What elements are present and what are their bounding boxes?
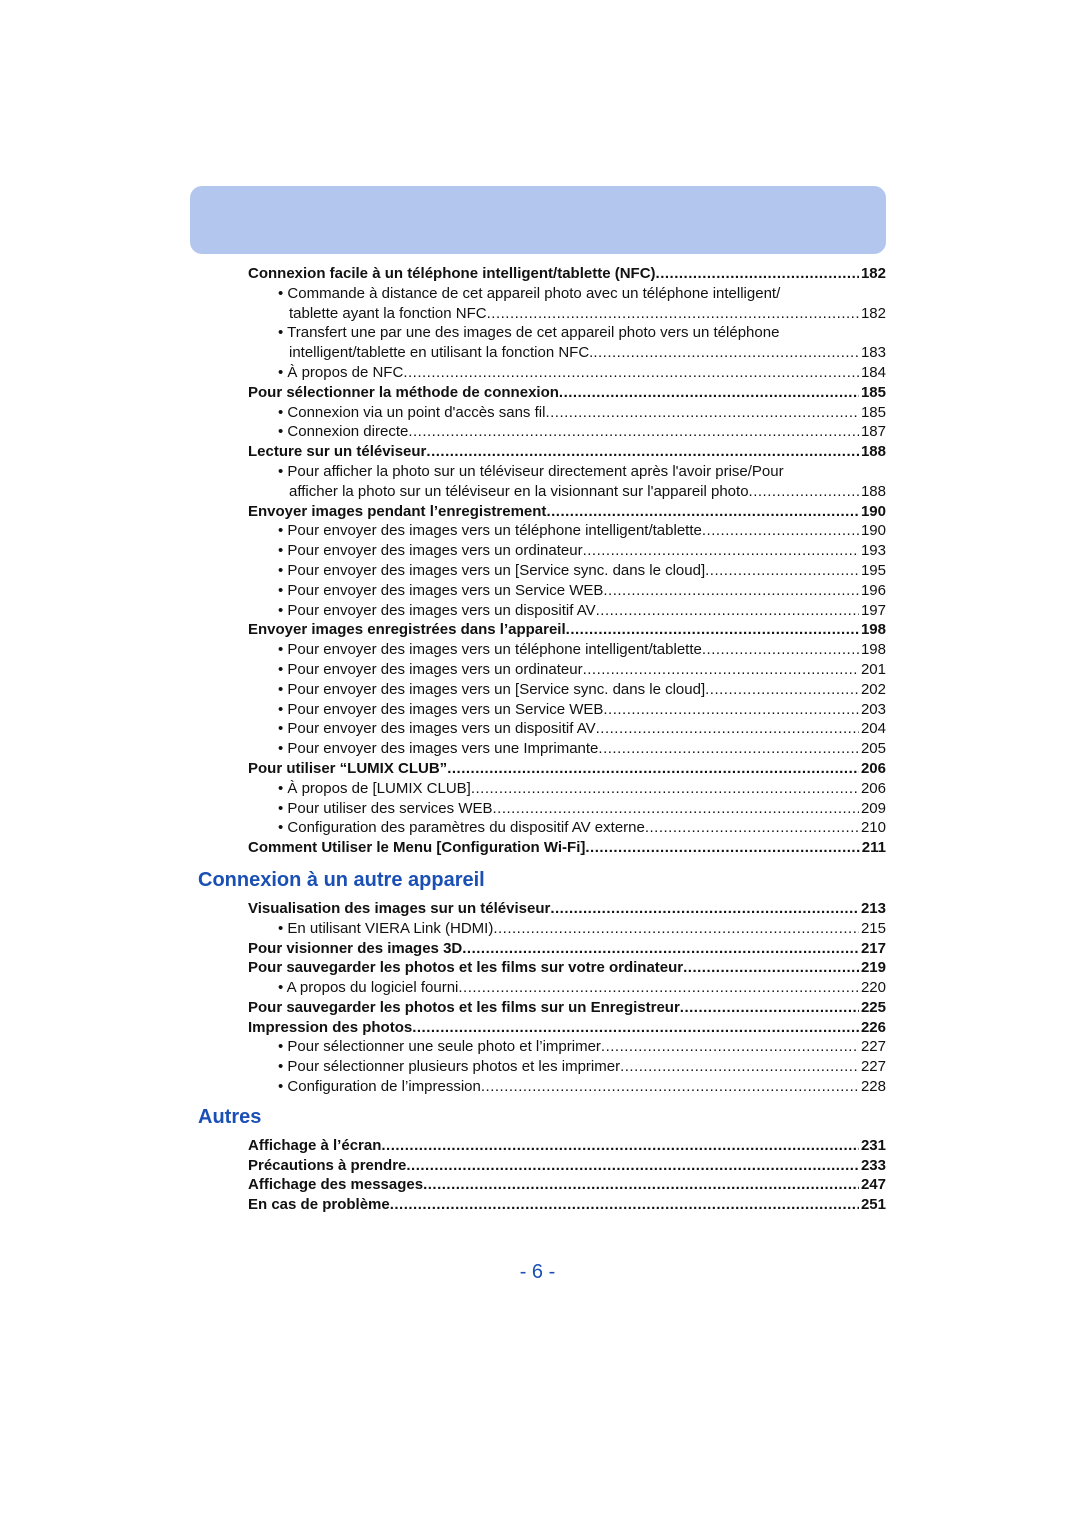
toc-block-wifi bbox=[0, 264, 1075, 858]
toc-entry-line bbox=[278, 739, 886, 759]
toc-page-number: 227 bbox=[860, 1058, 886, 1076]
toc-entry-title: • Pour envoyer des images vers un [Service sync. dans le cloud] bbox=[278, 680, 706, 698]
toc-page-number: 188 bbox=[860, 443, 886, 461]
toc-entry-title: • Pour envoyer des images vers un téléphone intelligent/tablette bbox=[278, 641, 702, 659]
toc-subentry[interactable] bbox=[0, 978, 1075, 998]
toc-entry[interactable] bbox=[0, 442, 1075, 462]
toc-entry-line bbox=[248, 958, 886, 978]
dot-leader bbox=[412, 1018, 859, 1038]
toc-entry[interactable] bbox=[0, 1175, 1075, 1195]
toc-page-number: 187 bbox=[860, 423, 886, 441]
toc-subentry[interactable] bbox=[0, 1037, 1075, 1057]
toc-page-number: 210 bbox=[860, 819, 886, 837]
toc-entry-title: • À propos de [LUMIX CLUB] bbox=[278, 779, 471, 797]
toc-entry-title: • Pour afficher la photo sur un téléviseur directement après l'avoir prise/Pour bbox=[278, 462, 784, 480]
dot-leader bbox=[603, 581, 859, 601]
toc-page-number: 211 bbox=[861, 839, 886, 857]
toc-entry-title: • Pour envoyer des images vers un ordinateur bbox=[278, 660, 583, 678]
toc-entry-line bbox=[278, 680, 886, 700]
toc-entry-line bbox=[289, 343, 886, 363]
toc-subentry[interactable] bbox=[0, 719, 1075, 739]
toc-page-number: 217 bbox=[860, 939, 886, 957]
toc-subentry[interactable] bbox=[0, 919, 1075, 939]
toc-entry-line bbox=[248, 998, 886, 1018]
toc-entry-line bbox=[289, 482, 886, 502]
dot-leader bbox=[458, 978, 859, 998]
dot-leader bbox=[390, 1195, 859, 1215]
toc-entry-line bbox=[248, 442, 886, 462]
toc-entry-line bbox=[278, 422, 886, 442]
toc-page-number: 182 bbox=[860, 265, 886, 282]
dot-leader bbox=[462, 939, 859, 959]
dot-leader bbox=[585, 838, 859, 858]
toc-page-number: 198 bbox=[860, 621, 886, 639]
toc-subentry[interactable] bbox=[0, 482, 1075, 502]
toc-page-number: 227 bbox=[860, 1038, 886, 1056]
toc-entry[interactable] bbox=[0, 502, 1075, 522]
dot-leader bbox=[601, 1037, 859, 1057]
toc-entry-title: tablette ayant la fonction NFC bbox=[289, 304, 487, 322]
toc-page-number: 206 bbox=[860, 779, 886, 797]
toc-entry-line bbox=[248, 502, 886, 522]
toc-entry-line bbox=[278, 403, 886, 423]
toc-subentry[interactable] bbox=[0, 422, 1075, 442]
toc-entry-line bbox=[248, 1018, 886, 1038]
toc-page-number: 196 bbox=[860, 581, 886, 599]
dot-leader bbox=[598, 739, 859, 759]
toc-subentry[interactable] bbox=[0, 700, 1075, 720]
toc-page-number: 190 bbox=[860, 522, 886, 540]
toc-entry[interactable] bbox=[0, 939, 1075, 959]
toc-subentry[interactable] bbox=[0, 323, 1075, 343]
toc-entry[interactable] bbox=[0, 1018, 1075, 1038]
toc-subentry[interactable] bbox=[0, 799, 1075, 819]
toc-subentry[interactable] bbox=[0, 541, 1075, 561]
toc-entry-line bbox=[278, 1037, 886, 1057]
toc-entry-title: Envoyer images pendant l’enregistrement bbox=[248, 502, 547, 520]
toc-page-number: 213 bbox=[860, 899, 886, 917]
dot-leader bbox=[493, 919, 859, 939]
toc-entry-title: • En utilisant VIERA Link (HDMI) bbox=[278, 919, 494, 937]
toc-page-number: 203 bbox=[860, 700, 886, 718]
dot-leader bbox=[596, 601, 859, 621]
toc-subentry[interactable] bbox=[0, 680, 1075, 700]
toc-page-number: 204 bbox=[860, 720, 886, 738]
toc-page-number: 188 bbox=[860, 482, 886, 500]
dot-leader bbox=[545, 403, 859, 423]
toc-entry-title: Comment Utiliser le Menu [Configuration Wi-Fi] bbox=[248, 839, 586, 857]
toc-entry-line bbox=[278, 818, 886, 838]
toc-entry-title: afficher la photo sur un téléviseur en la visionnant sur l'appareil photo bbox=[289, 482, 749, 500]
dot-leader bbox=[406, 1156, 859, 1176]
toc-entry-title: intelligent/tablette en utilisant la fonction NFC. bbox=[289, 344, 594, 362]
toc-entry-line bbox=[278, 660, 886, 680]
dot-leader bbox=[403, 363, 859, 383]
toc-page-number: 233 bbox=[860, 1156, 886, 1174]
toc-subentry[interactable] bbox=[0, 660, 1075, 680]
toc-entry-line bbox=[248, 383, 886, 403]
toc-entry[interactable] bbox=[0, 899, 1075, 919]
toc-entry[interactable] bbox=[0, 998, 1075, 1018]
toc-subentry[interactable] bbox=[0, 462, 1075, 482]
toc-entry-line bbox=[278, 363, 886, 383]
toc-entry-title: • A propos du logiciel fourni bbox=[278, 979, 459, 997]
toc-page-number: 202 bbox=[860, 680, 886, 698]
toc-entry-title: Pour sauvegarder les photos et les films sur votre ordinateur bbox=[248, 959, 684, 977]
toc-entry-title: Lecture sur un téléviseur bbox=[248, 443, 427, 461]
dot-leader bbox=[683, 958, 859, 978]
toc-entry-title: • Pour envoyer des images vers un [Service sync. dans le cloud] bbox=[278, 561, 706, 579]
toc-page-number: 185 bbox=[860, 403, 886, 421]
toc-subentry[interactable] bbox=[0, 1057, 1075, 1077]
dot-leader bbox=[705, 680, 859, 700]
toc-entry-line bbox=[278, 323, 886, 343]
toc-entry-line bbox=[278, 1057, 886, 1077]
page-number: - 6 - bbox=[519, 1261, 556, 1283]
toc-page-number: 209 bbox=[860, 799, 886, 817]
toc-page-number: 193 bbox=[860, 542, 886, 560]
toc-entry-title: • Configuration de l’impression bbox=[278, 1078, 481, 1096]
toc-page-number: 182 bbox=[860, 304, 886, 322]
toc-page-number: 183 bbox=[860, 344, 886, 362]
toc-entry-title: • Pour utiliser des services WEB bbox=[278, 799, 493, 817]
dot-leader bbox=[593, 343, 859, 363]
toc-entry-line bbox=[278, 601, 886, 621]
toc-block-autres bbox=[0, 1136, 1075, 1215]
dot-leader bbox=[471, 779, 859, 799]
toc-entry-title: • Transfert une par une des images de cet appareil photo vers un téléphone bbox=[278, 324, 780, 342]
dot-leader bbox=[492, 799, 858, 819]
toc-entry-title: Affichage à l’écran bbox=[248, 1136, 382, 1154]
toc-entry-title: Précautions à prendre bbox=[248, 1156, 407, 1174]
toc-entry-title: Connexion facile à un téléphone intelligent/tablette (NFC) bbox=[248, 265, 656, 282]
toc-entry-title: Impression des photos bbox=[248, 1018, 413, 1036]
toc-entry-title: • Pour envoyer des images vers un dispositif AV bbox=[278, 601, 596, 619]
toc-entry-title: • Pour envoyer des images vers un Service WEB bbox=[278, 700, 604, 718]
toc-entry-line bbox=[278, 1077, 886, 1097]
toc-entry[interactable] bbox=[0, 958, 1075, 978]
dot-leader bbox=[487, 304, 859, 324]
toc-page-number: 215 bbox=[860, 919, 886, 937]
dot-leader bbox=[559, 383, 859, 403]
toc-entry-title: Visualisation des images sur un téléviseur bbox=[248, 899, 551, 917]
toc-entry-line bbox=[278, 799, 886, 819]
dot-leader bbox=[680, 998, 859, 1018]
toc-entry-line bbox=[248, 1195, 886, 1215]
dot-leader bbox=[426, 442, 859, 462]
toc-entry[interactable] bbox=[0, 1195, 1075, 1215]
toc-page-number: 220 bbox=[860, 979, 886, 997]
dot-leader bbox=[603, 700, 859, 720]
dot-leader bbox=[447, 759, 859, 779]
dot-leader bbox=[705, 561, 859, 581]
toc-page-number: 198 bbox=[860, 641, 886, 659]
dot-leader bbox=[656, 264, 859, 284]
toc-block-connexion bbox=[0, 899, 1075, 1097]
toc-entry-title: • Pour envoyer des images vers un téléphone intelligent/tablette bbox=[278, 522, 702, 540]
toc-subentry[interactable] bbox=[0, 779, 1075, 799]
toc-entry-line bbox=[248, 939, 886, 959]
toc-entry-line bbox=[248, 1136, 886, 1156]
toc-subentry[interactable] bbox=[0, 403, 1075, 423]
toc-page-number: 247 bbox=[860, 1176, 886, 1194]
toc-entry-line bbox=[278, 640, 886, 660]
toc-entry-line bbox=[278, 581, 886, 601]
toc-entry-title: • À propos de NFC bbox=[278, 363, 404, 381]
toc-subentry[interactable] bbox=[0, 304, 1075, 324]
toc-entry-title: Pour sauvegarder les photos et les films sur un Enregistreur bbox=[248, 998, 680, 1016]
toc-entry-line bbox=[278, 541, 886, 561]
toc-entry[interactable] bbox=[0, 620, 1075, 640]
toc-entry-title: • Connexion via un point d'accès sans fil bbox=[278, 403, 546, 421]
dot-leader bbox=[481, 1077, 859, 1097]
dot-leader bbox=[408, 422, 859, 442]
toc-page-number: 185 bbox=[860, 383, 886, 401]
toc-entry-title: Pour visionner des images 3D bbox=[248, 939, 463, 957]
toc-page-number: 225 bbox=[860, 998, 886, 1016]
toc-subentry[interactable] bbox=[0, 818, 1075, 838]
toc-entry[interactable] bbox=[0, 1136, 1075, 1156]
toc-page-number: 231 bbox=[860, 1136, 886, 1154]
toc-entry-title: • Pour envoyer des images vers un dispositif AV bbox=[278, 720, 596, 738]
section-title-autres: Autres bbox=[198, 1105, 262, 1128]
toc-entry-line bbox=[248, 1175, 886, 1195]
toc-page-number: 184 bbox=[860, 363, 886, 381]
dot-leader bbox=[566, 620, 859, 640]
toc-subentry[interactable] bbox=[0, 640, 1075, 660]
toc-page-number: 201 bbox=[860, 660, 886, 678]
toc-page-number: 206 bbox=[860, 759, 886, 777]
toc-subentry[interactable] bbox=[0, 739, 1075, 759]
toc-entry-line bbox=[278, 919, 886, 939]
toc-entry-line bbox=[289, 304, 886, 324]
toc-page-number: 219 bbox=[860, 959, 886, 977]
toc-page-number: 197 bbox=[860, 601, 886, 619]
toc-entry[interactable] bbox=[0, 383, 1075, 403]
toc-entry-title: • Pour sélectionner plusieurs photos et les imprimer bbox=[278, 1058, 621, 1076]
toc-entry-line bbox=[248, 838, 886, 858]
toc-page-number: 190 bbox=[860, 502, 886, 520]
toc-subentry[interactable] bbox=[0, 601, 1075, 621]
toc-entry-title: • Configuration des paramètres du dispositif AV externe bbox=[278, 819, 645, 837]
toc-subentry[interactable] bbox=[0, 581, 1075, 601]
dot-leader bbox=[381, 1136, 859, 1156]
section-title-connexion: Connexion à un autre appareil bbox=[198, 868, 485, 891]
toc-page-number: 251 bbox=[860, 1196, 886, 1214]
toc-entry-line bbox=[278, 284, 886, 304]
toc-entry-title: Affichage des messages bbox=[248, 1176, 424, 1194]
toc-entry-line bbox=[248, 620, 886, 640]
toc-subentry[interactable] bbox=[0, 343, 1075, 363]
dot-leader bbox=[550, 899, 859, 919]
toc-subentry[interactable] bbox=[0, 1077, 1075, 1097]
toc-entry-line bbox=[248, 899, 886, 919]
toc-entry-line bbox=[278, 521, 886, 541]
toc-entry[interactable] bbox=[0, 264, 1075, 284]
toc-entry[interactable] bbox=[0, 838, 1075, 858]
toc-subentry[interactable] bbox=[0, 363, 1075, 383]
toc-entry[interactable] bbox=[0, 1156, 1075, 1176]
toc-entry-line bbox=[248, 264, 886, 284]
toc-entry-title: En cas de problème bbox=[248, 1196, 390, 1214]
toc-entry-line bbox=[278, 779, 886, 799]
dot-leader bbox=[620, 1057, 859, 1077]
dot-leader bbox=[423, 1175, 859, 1195]
toc-entry-line bbox=[278, 700, 886, 720]
toc-subentry[interactable] bbox=[0, 284, 1075, 304]
toc-entry-title: • Pour envoyer des images vers une Imprimante bbox=[278, 740, 599, 758]
dot-leader bbox=[583, 660, 859, 680]
dot-leader bbox=[702, 521, 859, 541]
toc-entry-title: • Pour envoyer des images vers un Service WEB bbox=[278, 581, 604, 599]
dot-leader bbox=[645, 818, 859, 838]
toc-entry-title: Pour utiliser “LUMIX CLUB” bbox=[248, 759, 448, 777]
dot-leader bbox=[702, 640, 859, 660]
toc-entry-line bbox=[278, 978, 886, 998]
header-banner bbox=[190, 186, 886, 254]
toc-entry-title: Envoyer images enregistrées dans l’appareil bbox=[248, 621, 566, 639]
dot-leader bbox=[546, 502, 859, 522]
toc-subentry[interactable] bbox=[0, 561, 1075, 581]
toc-entry[interactable] bbox=[0, 759, 1075, 779]
toc-page-number: 226 bbox=[860, 1018, 886, 1036]
toc-entry-line bbox=[278, 561, 886, 581]
toc-entry-line bbox=[248, 1156, 886, 1176]
toc-entry-title: • Commande à distance de cet appareil photo avec un téléphone intelligent/ bbox=[278, 284, 781, 302]
toc-entry-line bbox=[278, 462, 886, 482]
dot-leader bbox=[583, 541, 859, 561]
toc-entry-title: • Connexion directe bbox=[278, 423, 409, 441]
toc-entry-line bbox=[278, 719, 886, 739]
dot-leader bbox=[749, 482, 859, 502]
toc-entry-title: Pour sélectionner la méthode de connexion bbox=[248, 383, 559, 401]
toc-entry-line bbox=[248, 759, 886, 779]
toc-page-number: 228 bbox=[860, 1078, 886, 1096]
toc-entry-title: • Pour envoyer des images vers un ordinateur bbox=[278, 542, 583, 560]
toc-page-number: 195 bbox=[860, 561, 886, 579]
toc-subentry[interactable] bbox=[0, 521, 1075, 541]
table-of-contents bbox=[0, 264, 1075, 1215]
toc-page-number: 205 bbox=[860, 740, 886, 758]
toc-entry-title: • Pour sélectionner une seule photo et l’imprimer bbox=[278, 1038, 601, 1056]
dot-leader bbox=[596, 719, 859, 739]
